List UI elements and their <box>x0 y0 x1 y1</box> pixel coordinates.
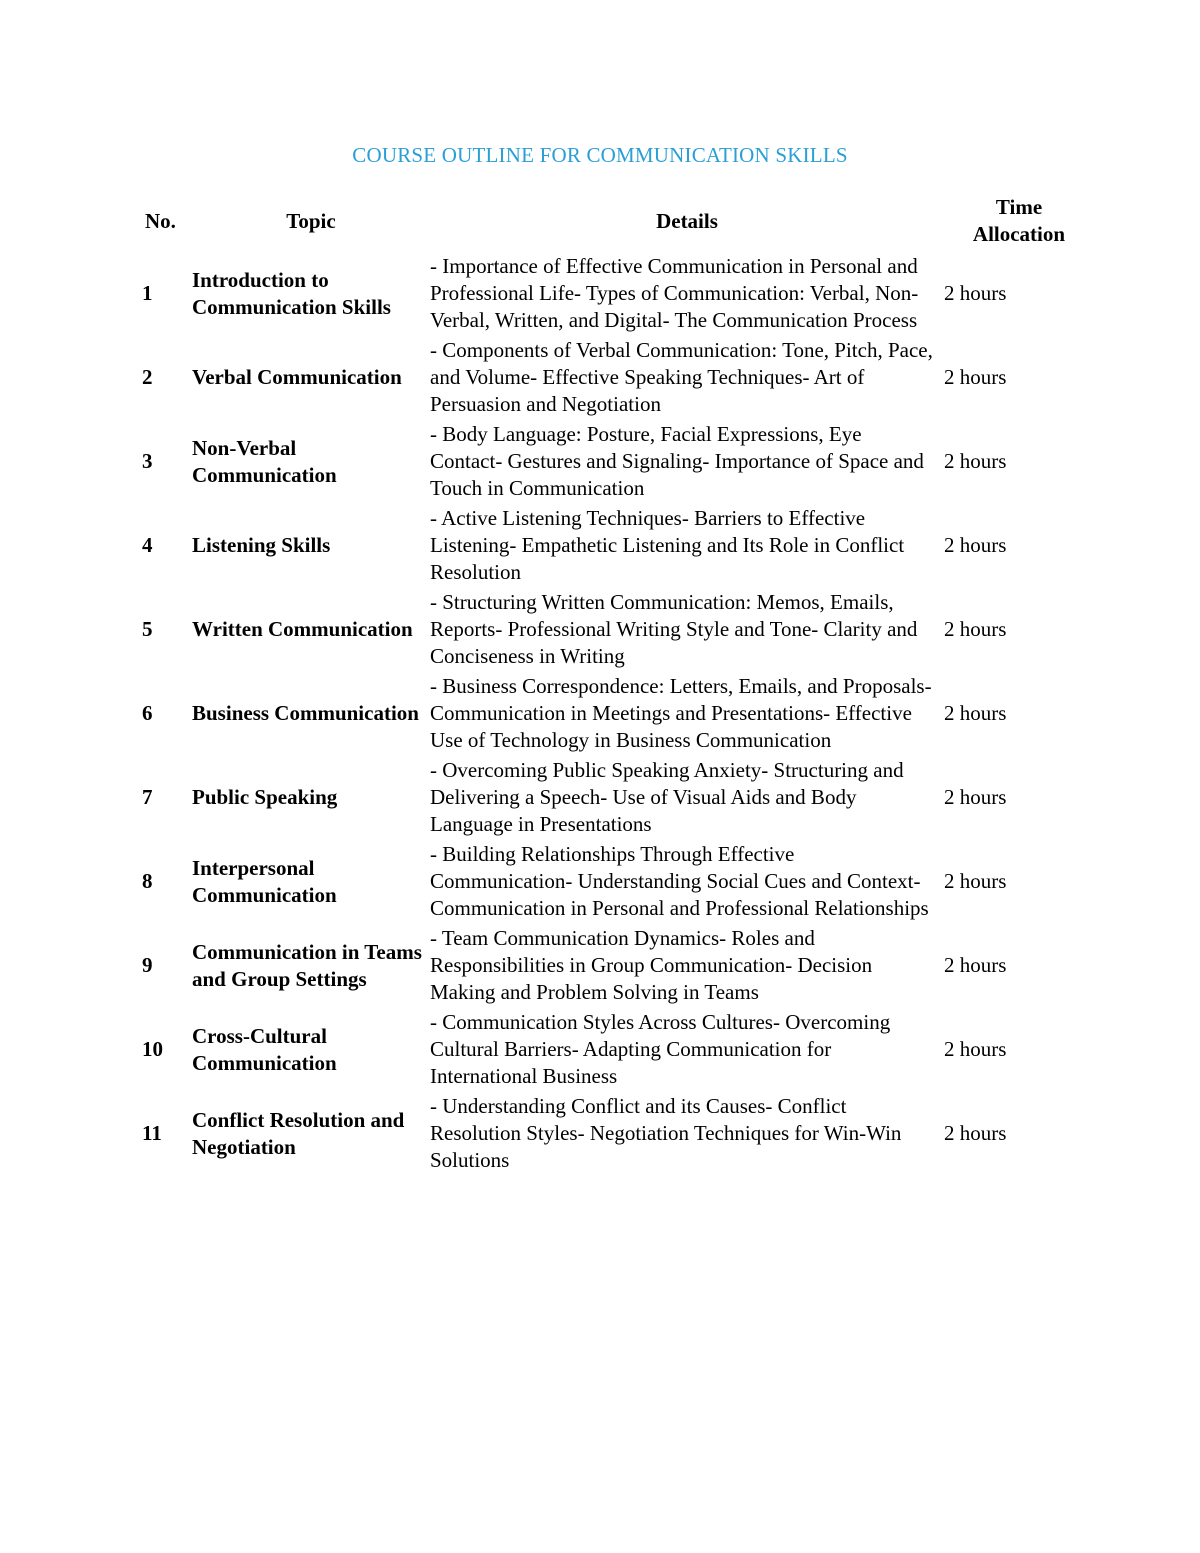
row-number: 8 <box>142 869 153 893</box>
header-time-line2: Allocation <box>972 222 1066 246</box>
page-title: COURSE OUTLINE FOR COMMUNICATION SKILLS <box>352 143 848 167</box>
table-row <box>137 840 1094 924</box>
row-topic: Public Speaking <box>192 785 338 809</box>
row-number: 6 <box>142 701 153 725</box>
row-time-allocation: 2 hours <box>944 449 1007 473</box>
table-row <box>137 504 1094 588</box>
row-details: - Active Listening Techniques- Barriers to Effective Listening- Empathetic Listening and Its Role in Conflict Resolution <box>430 506 905 584</box>
row-time-allocation: 2 hours <box>944 953 1007 977</box>
row-number: 9 <box>142 953 153 977</box>
header-time-allocation <box>944 194 1094 252</box>
row-details: - Components of Verbal Communication: Tone, Pitch, Pace, and Volume- Effective Speaking Techniques- Art of Persuasion and Negotiation <box>430 338 933 416</box>
row-number: 7 <box>142 785 153 809</box>
row-details: - Team Communication Dynamics- Roles and Responsibilities in Group Communication- Decision Making and Problem Solving in Teams <box>430 926 873 1004</box>
header-time-line1: Time <box>995 195 1043 219</box>
course-outline-table <box>137 194 1094 1176</box>
table-row <box>137 588 1094 672</box>
header-topic: Topic <box>286 208 336 233</box>
row-details: - Importance of Effective Communication in Personal and Professional Life- Types of Communication: Verbal, Non-Verbal, Written, and Digital- The Communication Process <box>430 254 919 332</box>
row-details: - Body Language: Posture, Facial Expressions, Eye Contact- Gestures and Signaling- Importance of Space and Touch in Communication <box>430 422 924 500</box>
table-row <box>137 336 1094 420</box>
row-topic: Conflict Resolution and Negotiation <box>192 1107 405 1159</box>
row-number: 3 <box>142 449 153 473</box>
row-topic: Communication in Teams and Group Settings <box>192 939 422 991</box>
row-time-allocation: 2 hours <box>944 281 1007 305</box>
row-number: 2 <box>142 365 153 389</box>
row-topic: Cross-Cultural Communication <box>192 1023 337 1075</box>
row-number: 10 <box>142 1037 163 1061</box>
row-time-allocation: 2 hours <box>944 365 1007 389</box>
row-time-allocation: 2 hours <box>944 1037 1007 1061</box>
row-number: 4 <box>142 533 153 557</box>
row-topic: Non-Verbal Communication <box>192 435 337 487</box>
table-row <box>137 252 1094 336</box>
row-topic: Written Communication <box>192 617 413 641</box>
row-details: - Business Correspondence: Letters, Emails, and Proposals- Communication in Meetings and Presentations- Effective Use of Technology in Business Communication <box>430 674 932 752</box>
row-number: 1 <box>142 281 153 305</box>
row-details: - Building Relationships Through Effective Communication- Understanding Social Cues and Context- Communication in Personal and Professional Relationships <box>430 842 929 920</box>
row-time-allocation: 2 hours <box>944 869 1007 893</box>
table-row <box>137 924 1094 1008</box>
row-time-allocation: 2 hours <box>944 533 1007 557</box>
header-no: No. <box>145 208 176 233</box>
row-details: - Understanding Conflict and its Causes- Conflict Resolution Styles- Negotiation Techniques for Win-Win Solutions <box>430 1094 902 1172</box>
table-header-row <box>137 194 1094 252</box>
table-row <box>137 420 1094 504</box>
row-number: 11 <box>142 1121 162 1145</box>
row-topic: Verbal Communication <box>192 365 402 389</box>
row-time-allocation: 2 hours <box>944 1121 1007 1145</box>
table-row <box>137 1008 1094 1092</box>
row-time-allocation: 2 hours <box>944 785 1007 809</box>
table-row <box>137 672 1094 756</box>
row-details: - Structuring Written Communication: Memos, Emails, Reports- Professional Writing Style and Tone- Clarity and Conciseness in Writing <box>430 590 918 668</box>
header-details: Details <box>656 208 718 233</box>
row-time-allocation: 2 hours <box>944 701 1007 725</box>
table-body <box>137 252 1094 1176</box>
table-row <box>137 1092 1094 1176</box>
row-topic: Listening Skills <box>192 533 331 557</box>
row-number: 5 <box>142 617 153 641</box>
row-time-allocation: 2 hours <box>944 617 1007 641</box>
row-topic: Business Communication <box>192 701 419 725</box>
row-details: - Communication Styles Across Cultures- Overcoming Cultural Barriers- Adapting Communication for International Business <box>430 1010 891 1088</box>
table-row <box>137 756 1094 840</box>
row-topic: Interpersonal Communication <box>192 855 337 907</box>
row-details: - Overcoming Public Speaking Anxiety- Structuring and Delivering a Speech- Use of Visual Aids and Body Language in Presentations <box>430 758 904 836</box>
row-topic: Introduction to Communication Skills <box>192 267 391 319</box>
